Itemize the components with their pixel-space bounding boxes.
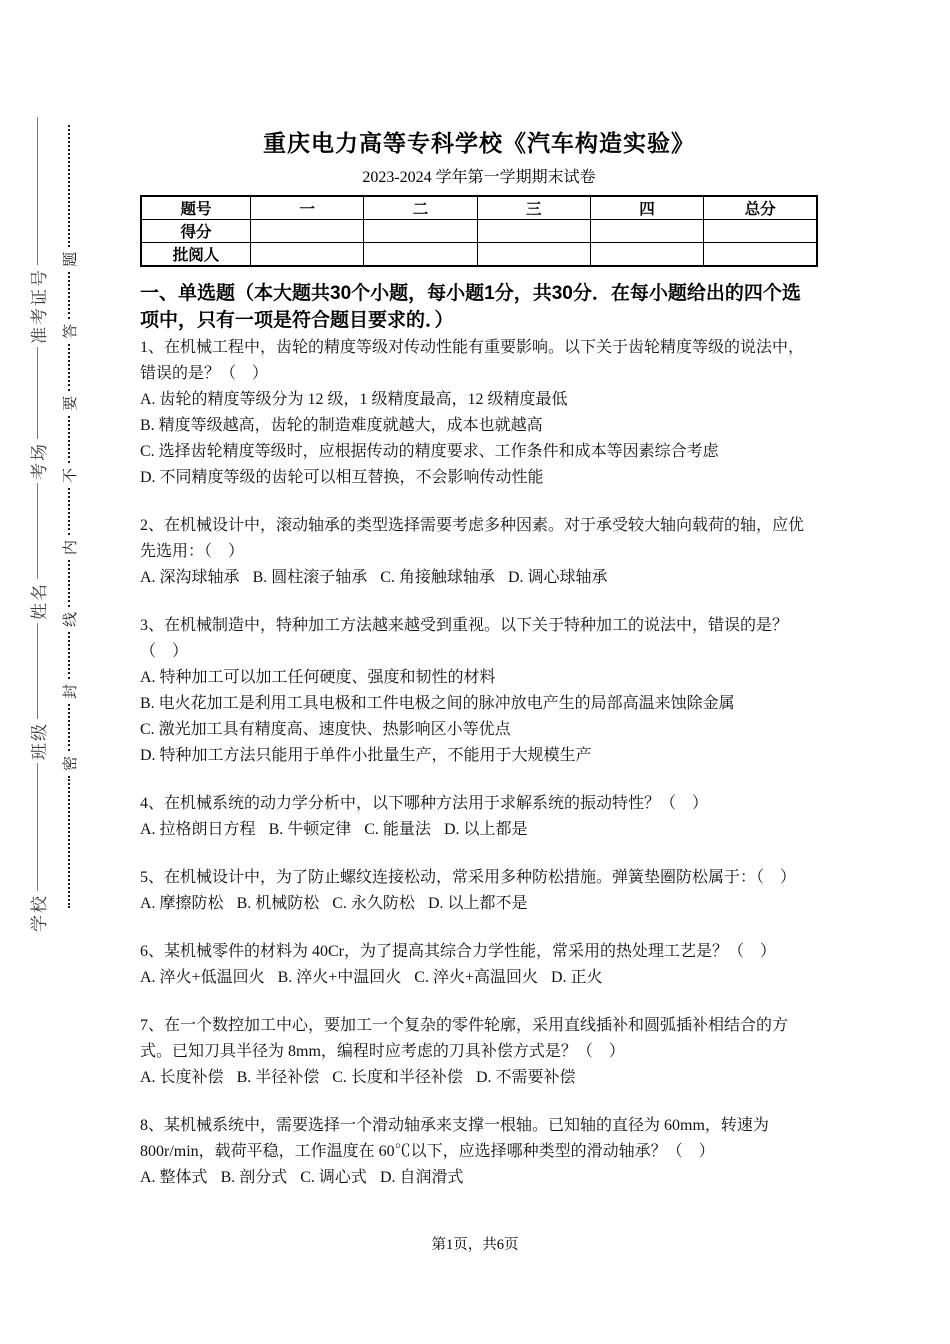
option-d: D. 特种加工方法只能用于单件小批量生产，不能用于大规模生产 <box>140 747 592 764</box>
option-a: A. 特种加工可以加工任何硬度、强度和韧性的材料 <box>140 669 496 686</box>
field-blank-line <box>37 623 38 719</box>
question-list <box>140 335 818 1191</box>
field-label-class: 班级 <box>29 722 49 760</box>
option-a: A. 拉格朗日方程 <box>140 821 256 838</box>
score-cell-empty <box>704 220 817 243</box>
option-a: A. 整体式 <box>140 1169 208 1186</box>
seal-line-strip <box>58 98 80 908</box>
option-d: D. 以上都是 <box>443 821 528 838</box>
question-4 <box>140 791 818 843</box>
page-footer: 第1页，共6页 <box>431 1237 519 1253</box>
question-stem: 1、在机械工程中，齿轮的精度等级对传动性能有重要影响。以下关于齿轮精度等级的说法中，错误的是？（ ） <box>140 339 805 382</box>
seal-char: 封 <box>62 683 79 699</box>
seal-char: 内 <box>62 539 79 555</box>
seal-dotted-segment <box>68 125 70 247</box>
score-cell-empty <box>590 243 703 267</box>
field-blank-line <box>37 117 38 265</box>
option-d: D. 自润滑式 <box>379 1169 464 1186</box>
seal-char: 要 <box>62 395 79 411</box>
seal-dotted-segment <box>68 416 70 463</box>
exam-title: 重庆电力高等专科学校《汽车构造实验》 <box>263 130 695 156</box>
option-c: C. 调心式 <box>300 1169 367 1186</box>
option-b: B. 淬火+中温回火 <box>277 969 402 986</box>
score-header-part-1: 一 <box>251 196 364 220</box>
question-stem: 5、在机械设计中，为了防止螺纹连接松动，常采用多种防松措施。弹簧垫圈防松属于：（ ） <box>140 869 797 886</box>
seal-char: 题 <box>62 251 79 267</box>
question-8 <box>140 1113 818 1191</box>
option-d: D. 正火 <box>551 969 603 986</box>
option-c: C. 长度和半径补偿 <box>332 1069 463 1086</box>
question-options <box>140 565 818 591</box>
option-b: B. 电火花加工是利用工具电极和工件电极之间的脉冲放电产生的局部高温来蚀除金属 <box>140 695 735 712</box>
option-a: A. 齿轮的精度等级分为 12 级，1 级精度最高，12 级精度最低 <box>140 391 568 408</box>
option-c: C. 淬火+高温回火 <box>414 969 538 986</box>
field-blank-line <box>37 483 38 579</box>
score-table-header-row <box>141 196 817 220</box>
score-header-total: 总分 <box>704 196 817 220</box>
score-row-label: 批阅人 <box>141 243 251 267</box>
score-cell-empty <box>477 243 590 267</box>
field-blank-line <box>37 763 38 891</box>
score-cell-empty <box>704 243 817 267</box>
option-c: C. 激光加工具有精度高、速度快、热影响区小等优点 <box>140 721 511 738</box>
option-a: A. 深沟球轴承 <box>140 569 240 586</box>
question-options <box>140 965 818 991</box>
score-cell-empty <box>251 243 364 267</box>
option-b: B. 剖分式 <box>220 1169 288 1186</box>
seal-dotted-segment <box>68 488 70 535</box>
score-cell-empty <box>364 220 477 243</box>
option-c: C. 能量法 <box>364 821 431 838</box>
score-header-question-no: 题号 <box>141 196 251 220</box>
option-a: A. 淬火+低温回火 <box>140 969 265 986</box>
exam-content <box>140 128 818 1191</box>
option-b: B. 圆柱滚子轴承 <box>252 569 368 586</box>
question-2 <box>140 513 818 591</box>
question-stem: 2、在机械设计中，滚动轴承的类型选择需要考虑多种因素。对于承受较大轴向载荷的轴，应优先选用：（ ） <box>140 517 805 560</box>
seal-char: 答 <box>62 323 79 339</box>
student-info-strip <box>20 80 54 932</box>
field-label-admission-number: 准考证号 <box>29 268 49 344</box>
question-options <box>140 1165 818 1191</box>
seal-dotted-segment <box>68 272 70 319</box>
question-7 <box>140 1013 818 1091</box>
question-options <box>140 665 818 769</box>
option-d: D. 调心球轴承 <box>507 569 608 586</box>
question-options <box>140 387 818 491</box>
seal-dotted-segment <box>68 632 70 679</box>
question-stem: 7、在一个数控加工中心，要加工一个复杂的零件轮廓，采用直线插补和圆弧插补相结合的方式。已知刀具半径为 8mm，编程时应考虑的刀具补偿方式是？（ ） <box>140 1017 789 1060</box>
option-b: B. 半径补偿 <box>236 1069 320 1086</box>
score-header-part-2: 二 <box>364 196 477 220</box>
score-header-part-3: 三 <box>477 196 590 220</box>
score-header-part-4: 四 <box>590 196 703 220</box>
option-b: B. 精度等级越高，齿轮的制造难度就越大，成本也就越高 <box>140 417 543 434</box>
question-options <box>140 1065 818 1091</box>
option-c: C. 永久防松 <box>332 895 415 912</box>
question-stem: 3、在机械制造中，特种加工方法越来越受到重视。以下关于特种加工的说法中，错误的是？（ ） <box>140 617 789 660</box>
question-stem: 4、在机械系统的动力学分析中，以下哪种方法用于求解系统的振动特性？（ ） <box>140 795 709 812</box>
score-cell-empty <box>477 220 590 243</box>
option-c: C. 选择齿轮精度等级时，应根据传动的精度要求、工作条件和成本等因素综合考虑 <box>140 443 719 460</box>
question-3 <box>140 613 818 769</box>
field-label-name: 姓名 <box>29 582 49 620</box>
seal-dotted-segment <box>68 704 70 751</box>
field-label-school: 学校 <box>29 894 49 932</box>
question-1 <box>140 335 818 491</box>
option-a: A. 摩擦防松 <box>140 895 224 912</box>
option-b: B. 机械防松 <box>236 895 320 912</box>
exam-subtitle: 2023-2024 学年第一学期期末试卷 <box>362 169 596 186</box>
question-5 <box>140 865 818 917</box>
seal-dotted-segment <box>68 344 70 391</box>
score-table <box>140 195 818 267</box>
question-options <box>140 891 818 917</box>
question-stem: 8、某机械系统中，需要选择一个滑动轴承来支撑一根轴。已知轴的直径为 60mm，转速为 800r/min，载荷平稳，工作温度在 60℃以下，应选择哪种类型的滑动轴承？（ ） <box>140 1117 769 1160</box>
section-heading: 一、单选题（本大题共30个小题，每小题1分，共30分．在每小题给出的四个选项中，只有一项是符合题目要求的．） <box>140 283 801 331</box>
question-6 <box>140 939 818 991</box>
score-cell-empty <box>590 220 703 243</box>
seal-char: 不 <box>62 467 79 483</box>
option-d: D. 以上都不是 <box>427 895 528 912</box>
score-cell-empty <box>364 243 477 267</box>
option-a: A. 长度补偿 <box>140 1069 224 1086</box>
option-b: B. 牛顿定律 <box>268 821 352 838</box>
score-cell-empty <box>251 220 364 243</box>
option-c: C. 角接触球轴承 <box>380 569 495 586</box>
field-label-exam-room: 考场 <box>29 442 49 480</box>
seal-char: 线 <box>62 611 79 627</box>
seal-dotted-segment <box>68 776 70 908</box>
reviewer-row <box>141 243 817 267</box>
seal-dotted-segment <box>68 560 70 607</box>
score-row <box>141 220 817 243</box>
option-d: D. 不同精度等级的齿轮可以相互替换，不会影响传动性能 <box>140 469 544 486</box>
score-row-label: 得分 <box>141 220 251 243</box>
question-options <box>140 817 818 843</box>
question-stem: 6、某机械零件的材料为 40Cr，为了提高其综合力学性能，常采用的热处理工艺是？（ ） <box>140 943 777 960</box>
option-d: D. 不需要补偿 <box>475 1069 576 1086</box>
field-blank-line <box>37 347 38 439</box>
seal-char: 密 <box>62 755 79 771</box>
